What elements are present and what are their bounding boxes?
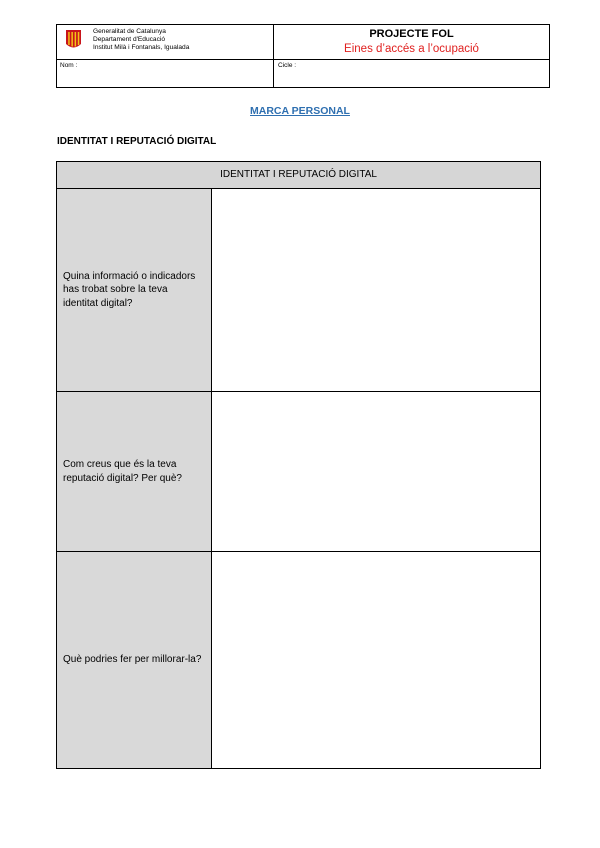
identity-table [56,161,541,769]
institution-line: Departament d'Educació [93,36,166,43]
cicle-field-label: Cicle : [278,62,297,69]
header-divider-horizontal [57,59,549,60]
section-title-link[interactable]: MARCA PERSONAL [250,105,350,117]
question-cell-1 [57,189,212,391]
institution-line: Generalitat de Catalunya [93,28,166,35]
question-cell-2 [57,392,212,551]
page-heading: IDENTITAT I REPUTACIÓ DIGITAL [57,136,217,147]
question-text: Què podries fer per millorar-la? [63,654,202,666]
nom-field-label: Nom : [60,62,78,69]
project-title: PROJECTE FOL [369,28,454,40]
project-subtitle: Eines d’accés a l’ocupació [344,43,479,55]
document-header [56,24,550,88]
question-cell-3 [57,552,212,768]
institution-info [93,28,189,52]
answer-cell-3[interactable] [212,552,540,768]
institution-line: Institut Milà i Fontanals, Igualada [93,44,190,51]
generalitat-logo-icon [65,29,82,51]
question-text: Com creus que és la teva reputació digital? Per què? [63,459,182,484]
question-text: Quina informació o indicadors has trobat sobre la teva identitat digital? [63,270,196,309]
answer-cell-1[interactable] [212,189,540,391]
table-header: IDENTITAT I REPUTACIÓ DIGITAL [57,162,540,189]
answer-cell-2[interactable] [212,392,540,551]
